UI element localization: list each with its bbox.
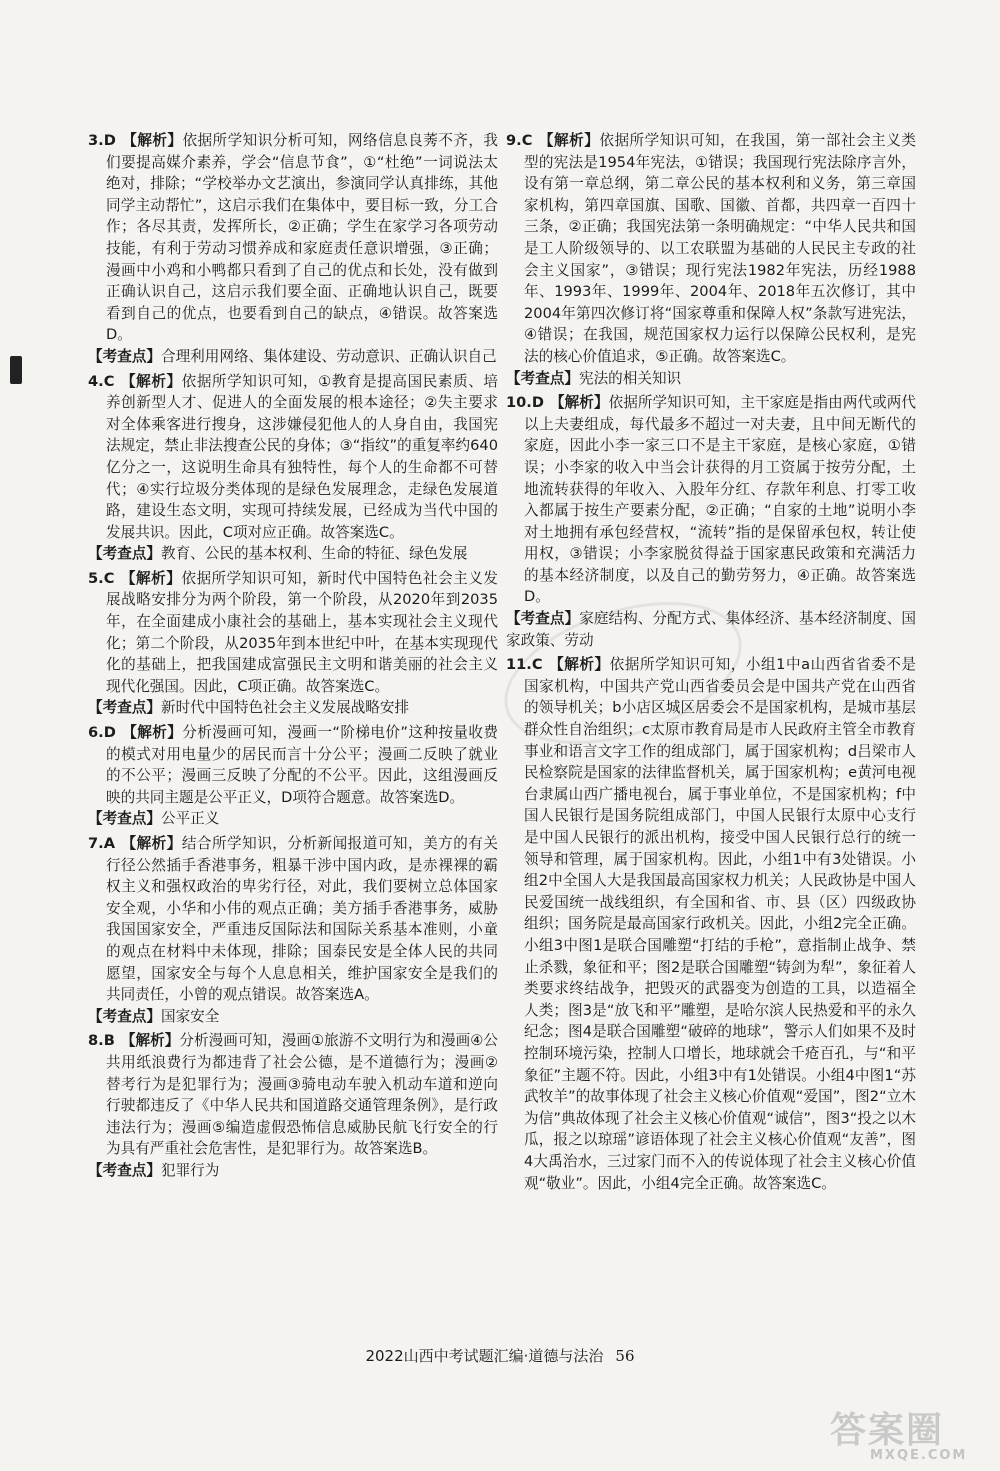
- analysis-tag: 【解析】: [121, 132, 183, 149]
- site-watermark: 答案圈: [830, 1410, 945, 1451]
- page-number: 56: [615, 1347, 635, 1365]
- answer-letter: D: [103, 724, 116, 742]
- answer-letter: B: [103, 1032, 115, 1050]
- answer-letter: D: [103, 132, 116, 149]
- exam-point: [88, 1006, 498, 1028]
- answer-item-4: [88, 371, 498, 565]
- point-tag: 【考查点】: [88, 1161, 161, 1179]
- question-number: 7.: [88, 835, 104, 852]
- analysis-text: 分析漫画可知，漫画①旅游不文明行为和漫画④公共用纸浪费行为都违背了社会公德，是不道德行为；漫画②替考行为是犯罪行为；漫画③骑电动车驶入机动车道和逆向行驶都违反了《中华人民共和国道路交通管理条例》，是行政违法行为；漫画⑤编造虚假恐怖信息威胁民航飞行安全的行为具有严重社会危害性，是犯罪行为。故答案选B。: [106, 1032, 498, 1158]
- exam-point: [88, 346, 498, 368]
- analysis-text: 依据所学知识可知，主干家庭是指由两代或两代以上夫妻组成，每代最多不超过一对夫妻，且中间无断代的家庭，因此小李一家三口不是主干家庭，是核心家庭，①错误；小李家的收入中当会计获得的月工资属于按劳分配，土地流转获得的年收入、入股年分红、存款年利息、打零工收入都属于按生产要素分配，②正确；“自家的土地”说明小李对土地拥有承包经营权，“流转”指的是保留承包权，转让使用权，③错误；小李家脱贫得益于国家惠民政策和充满活力的基本经济制度，以及自己的勤劳努力，④正确。故答案选D。: [524, 394, 916, 606]
- analysis-text: 结合所学知识，分析新闻报道可知，美方的有关行径公然插手香港事务，粗暴干涉中国内政，是赤裸裸的霸权主义和强权政治的卑劣行径，对此，我们要树立总体国家安全观，小华和小伟的观点正确；美方插手香港事务，威胁我国国家安全，严重违反国际法和国际关系基本准则，小童的观点在材料中未体现，排除；国泰民安是全体人民的共同愿望，国家安全与每个人息息相关，维护国家安全是我们的共同责任，小曾的观点错误。故答案选A。: [106, 835, 498, 1004]
- binding-mark: [10, 356, 22, 384]
- analysis-tag: 【解析】: [120, 372, 182, 390]
- point-tag: 【考查点】: [88, 1007, 161, 1025]
- analysis-tag: 【解析】: [121, 724, 183, 742]
- point-text: 家庭结构、分配方式、集体经济、基本经济制度、国家政策、劳动: [506, 610, 916, 649]
- point-text: 合理利用网络、集体建设、劳动意识、正确认识自己: [160, 347, 497, 365]
- analysis-tag: 【解析】: [121, 835, 182, 852]
- answer-item-10: [506, 392, 916, 651]
- answer-letter: D: [531, 394, 544, 412]
- point-text: 教育、公民的基本权利、生命的特征、绿色发展: [160, 545, 468, 563]
- question-number: 5.: [88, 569, 104, 587]
- point-text: 国家安全: [160, 1007, 220, 1025]
- answer-letter: A: [103, 835, 115, 852]
- question-number: 8.: [88, 1032, 104, 1050]
- answer-item-5: [88, 568, 498, 719]
- point-text: 犯罪行为: [160, 1161, 220, 1179]
- exam-point: [506, 608, 916, 651]
- point-text: 新时代中国特色社会主义发展战略安排: [160, 699, 410, 717]
- exam-point: [88, 543, 498, 565]
- footer-title: 2022山西中考试题汇编·道德与法治: [365, 1347, 604, 1365]
- question-number: 4.: [88, 372, 104, 390]
- answer-letter: C: [103, 569, 115, 587]
- point-text: 公平正义: [160, 810, 220, 828]
- answer-item-11: [506, 654, 916, 1194]
- analysis-tag: 【解析】: [548, 656, 610, 674]
- page-footer: [0, 1345, 1000, 1366]
- answer-letter: C: [531, 656, 543, 674]
- point-tag: 【考查点】: [506, 610, 580, 628]
- analysis-text: 依据所学知识可知，小组1中a山西省省委不是国家机构，中国共产党山西省委员会是中国共产党在山西省的领导机关；b小店区城区居委会不是国家机构，是城市基层群众性自治组织；c太原市教育局是市人民政府主管全市教育事业和语言文字工作的组成部门，属于国家机构；d吕梁市人民检察院是国家的法律监督机关，属于国家机构；e黄河电视台隶属山西广播电视台，属于事业单位，不是国家机构；f中国人民银行是国务院组成部门，中国人民银行太原中心支行是中国人民银行的派出机构，接受中国人民银行总行的统一领导和管理，属于国家机构。因此，小组1中有3处错误。小组2中全国人大是我国最高国家权力机关；人民政协是中国人民爱国统一战线组织，有全国和省、市、县（区）四级政协组织；国务院是最高国家行政机关。因此，小组2完全正确。小组3中图1是联合国雕塑“打结的手枪”，意指制止战争、禁止杀戮，象征和平；图2是联合国雕塑“铸剑为犁”，象征着人类要求终结战争，把毁灭的武器变为创造的工具，以造福全人类；图3是“放飞和平”雕塑，是哈尔滨人民热爱和平的永久纪念；图4是联合国雕塑“破碎的地球”，警示人们如果不及时控制环境污染，控制人口增长，地球就会千疮百孔，与“和平象征”主题不符。因此，小组3中有1处错误。小组4中图1“苏武牧羊”的故事体现了社会主义核心价值观“爱国”，图2“立木为信”典故体现了社会主义核心价值观“诚信”，图3“投之以木瓜，报之以琼瑶”谚语体现了社会主义核心价值观“友善”，图4大禹治水，三过家门而不入的传说体现了社会主义核心价值观“敬业”。因此，小组4完全正确。故答案选C。: [524, 656, 916, 1192]
- analysis-text: 依据所学知识可知，在我国，第一部社会主义类型的宪法是1954年宪法，①错误；我国现行宪法除序言外，设有第一章总纲，第二章公民的基本权利和义务，第三章国家机构，第四章国旗、国歌、国徽、首都，共四章一百四十三条，②正确；我国宪法第一条明确规定：“中华人民共和国是工人阶级领导的、以工农联盟为基础的人民民主专政的社会主义国家”，③错误；现行宪法1982年宪法，历经1988年、1993年、1999年、2004年、2018年五次修订，其中2004年第四次修订将“国家尊重和保障人权”条款写进宪法，④错误；在我国，规范国家权力运行以保障公民权利，是宪法的核心价值追求，⑤正确。故答案选C。: [524, 132, 916, 365]
- analysis-tag: 【解析】: [120, 569, 182, 587]
- answer-item-9: [506, 130, 916, 389]
- point-tag: 【考查点】: [506, 369, 579, 387]
- question-number: 10.: [506, 394, 532, 412]
- analysis-text: 依据所学知识分析可知，网络信息良莠不齐，我们要提高媒介素养，学会“信息节食”，①“杜绝”一词说法太绝对，排除；“学校举办文艺演出，参演同学认真排练，其他同学主动帮忙”，这启示我们在集体中，要目标一致，分工合作；各尽其责，发挥所长，②正确；学生在家学习各项劳动技能，有利于劳动习惯养成和家庭责任意识增强，③正确；漫画中小鸡和小鸭都只看到了自己的优点和长处，没有做到正确认识自己，这启示我们要全面、正确地认识自己，既要看到自己的优点，也要看到自己的缺点，④错误。故答案选D。: [106, 132, 498, 344]
- answer-letter: C: [103, 372, 115, 390]
- exam-point: [506, 368, 916, 390]
- point-text: 宪法的相关知识: [578, 369, 682, 387]
- answer-item-3: [88, 130, 498, 368]
- analysis-text: 依据所学知识可知，新时代中国特色社会主义发展战略安排分为两个阶段，第一个阶段，从2020年到2035年，在全面建成小康社会的基础上，基本实现社会主义现代化；第二个阶段，从2035年到本世纪中叶，在基本实现现代化的基础上，把我国建成富强民主文明和谐美丽的社会主义现代化强国。因此，C项正确。故答案选C。: [106, 569, 498, 695]
- exam-point: [88, 808, 498, 830]
- question-number: 11.: [506, 656, 532, 674]
- answer-item-7: [88, 833, 498, 1027]
- analysis-tag: 【解析】: [549, 394, 609, 412]
- exam-point: [88, 697, 498, 719]
- analysis-text: 分析漫画可知，漫画一“阶梯电价”这种按量收费的模式对用电量少的居民而言十分公平；漫画二反映了就业的不公平；漫画三反映了分配的不公平。因此，这组漫画反映的共同主题是公平正义，D项符合题意。故答案选D。: [106, 724, 498, 806]
- analysis-text: 依据所学知识可知，①教育是提高国民素质、培养创新型人才、促进人的全面发展的根本途径；②失主要求对全体乘客进行搜身，这涉嫌侵犯他人的人身自由，我国宪法规定，禁止非法搜查公民的身体；③“指纹”的重复率约640亿分之一，这说明生命具有独特性，每个人的生命都不可替代；④实行垃圾分类体现的是绿色发展理念，走绿色发展道路，建设生态文明，实现可持续发展，已经成为当代中国的发展共识。因此，C项对应正确。故答案选C。: [106, 372, 498, 541]
- left-column: [88, 130, 498, 1185]
- question-number: 3.: [88, 132, 104, 149]
- answer-letter: C: [521, 132, 533, 149]
- site-watermark-url: MXQE.COM: [870, 1448, 968, 1463]
- answer-item-8: [88, 1030, 498, 1181]
- question-number: 6.: [88, 724, 104, 742]
- right-column: [506, 130, 916, 1195]
- analysis-tag: 【解析】: [120, 1032, 180, 1050]
- point-tag: 【考查点】: [88, 347, 161, 365]
- exam-point: [88, 1160, 498, 1182]
- question-number: 9.: [506, 132, 522, 149]
- answer-item-6: [88, 722, 498, 830]
- analysis-tag: 【解析】: [538, 132, 600, 149]
- point-tag: 【考查点】: [88, 699, 161, 717]
- point-tag: 【考查点】: [88, 810, 161, 828]
- point-tag: 【考查点】: [88, 545, 161, 563]
